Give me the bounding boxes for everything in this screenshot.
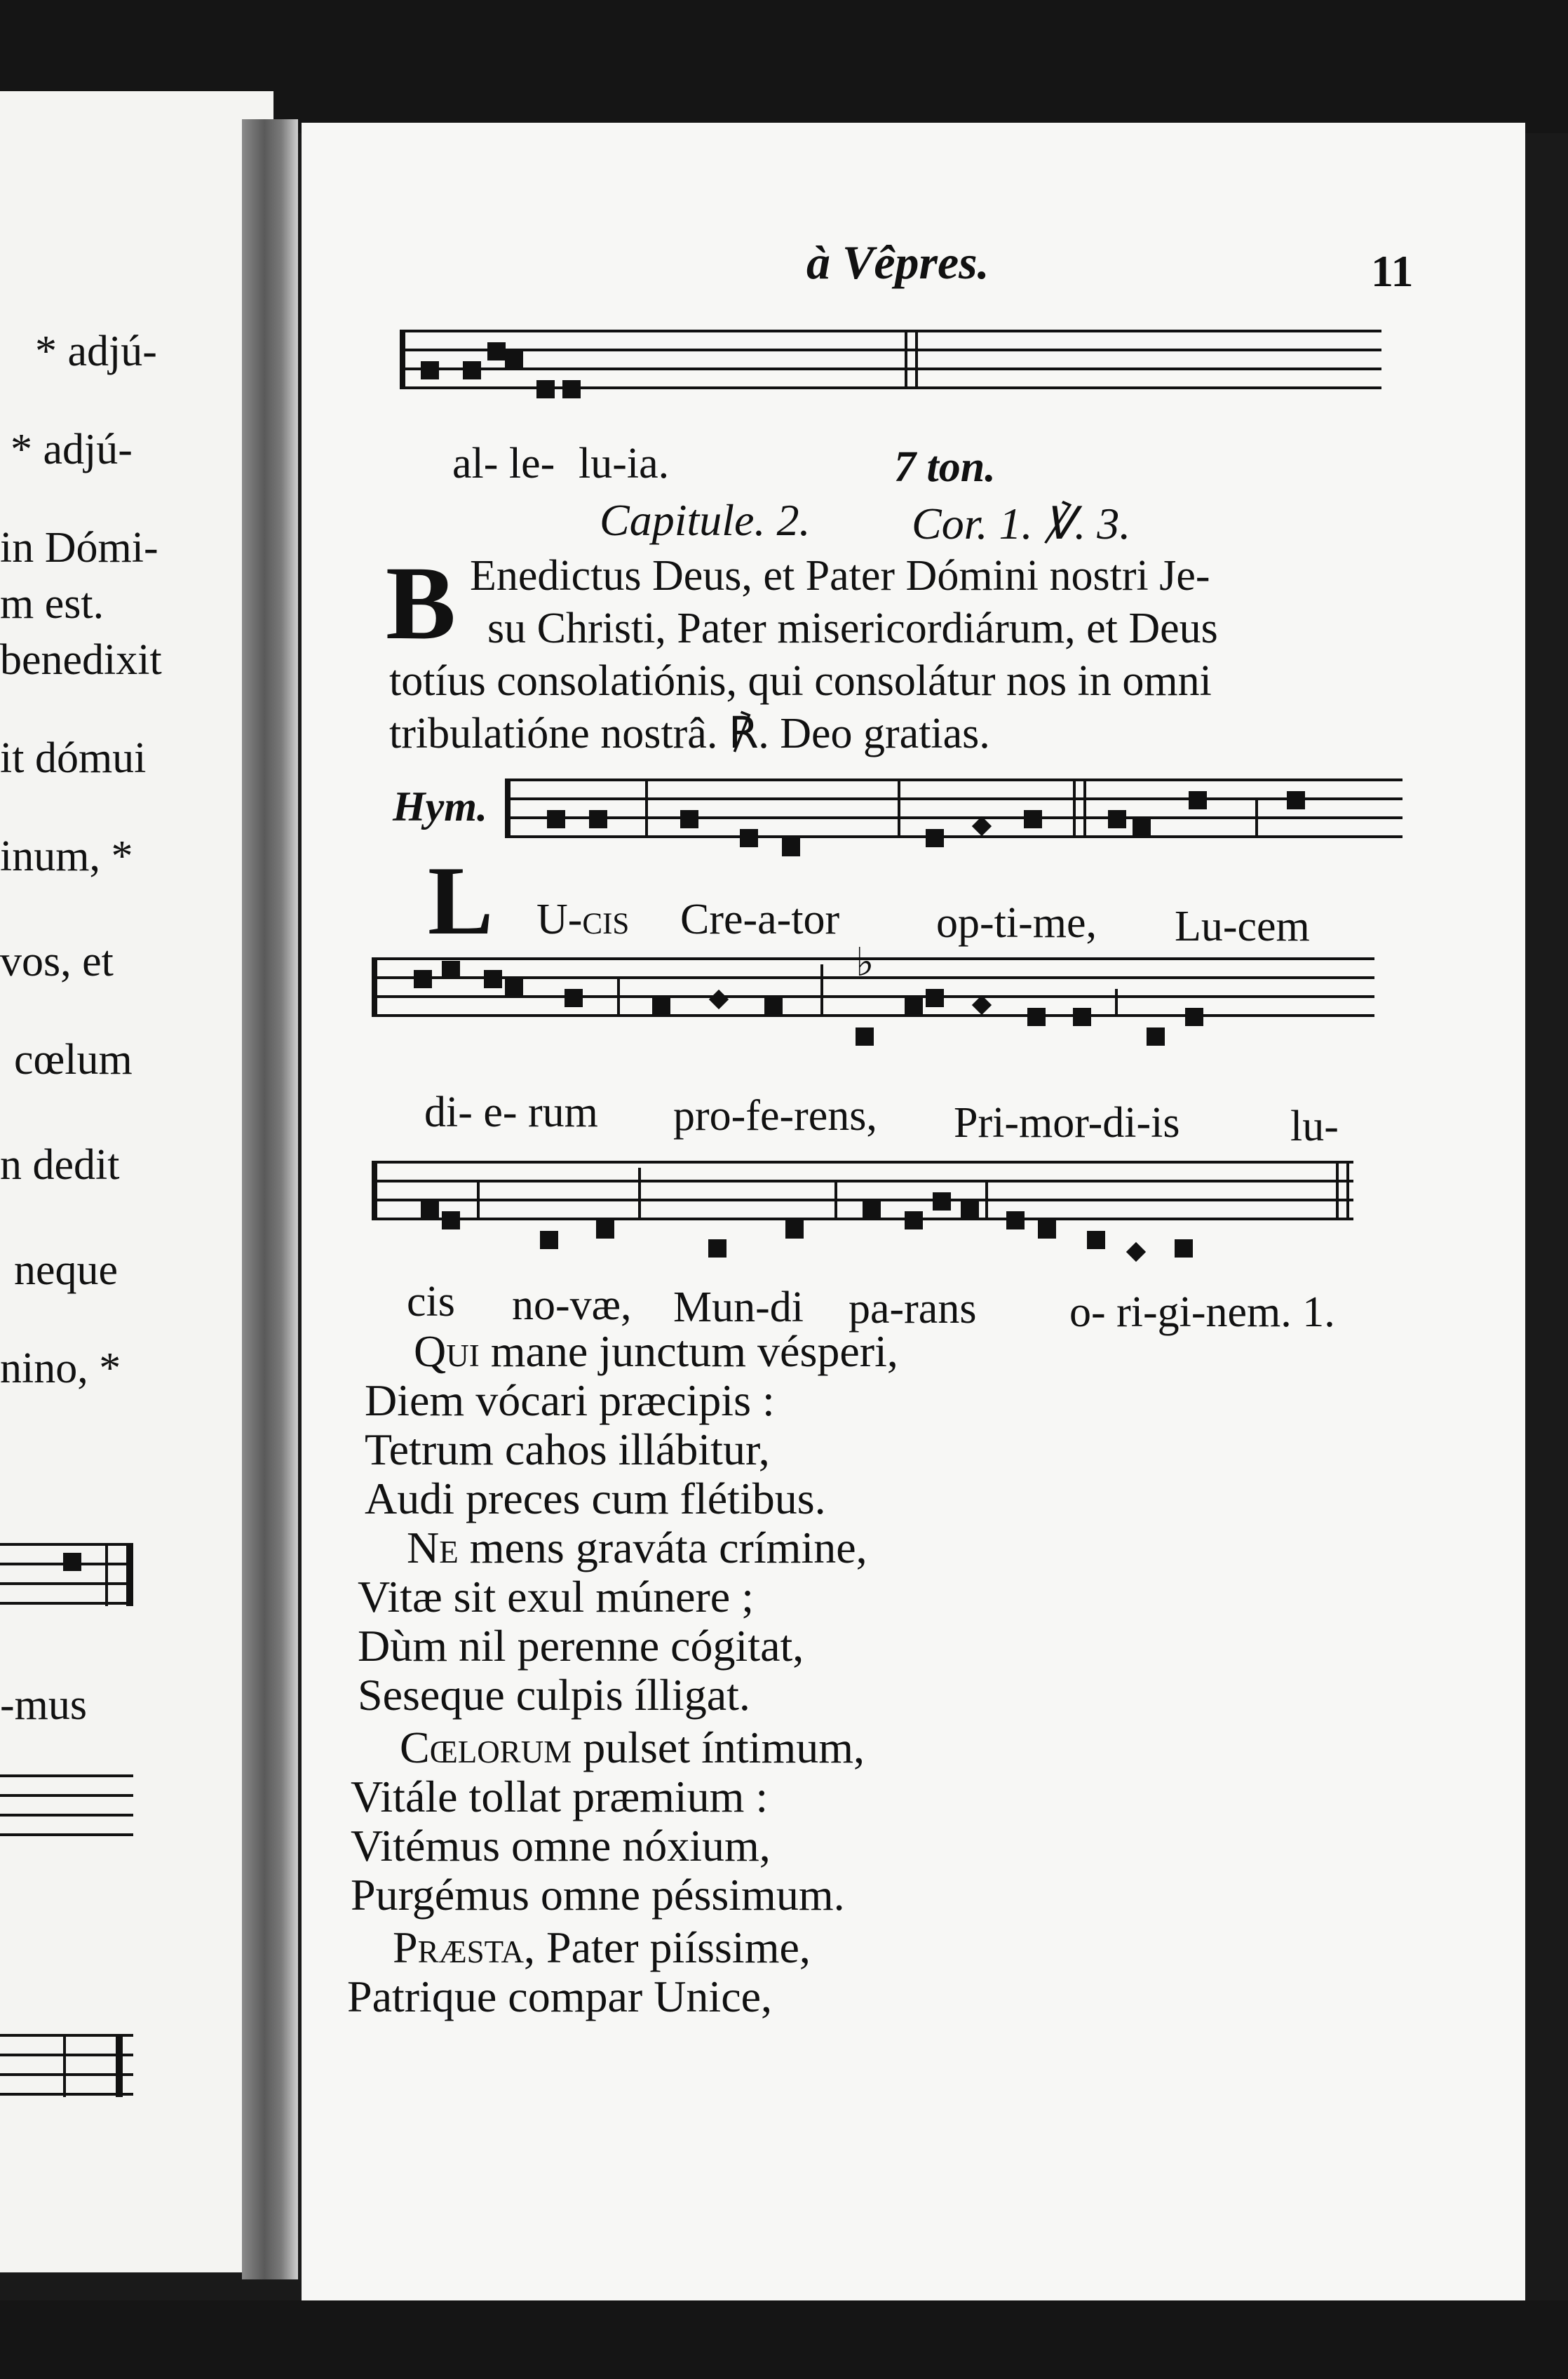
stanza-line: Pater piíssime, <box>546 1922 811 1972</box>
book-gutter <box>242 119 298 2279</box>
chant-syllable: cis <box>407 1278 455 1326</box>
hymn-line <box>407 1525 867 1570</box>
chant-syllable: Cre-a-tor <box>680 896 840 943</box>
neume <box>487 342 506 360</box>
chant-syllable: no-væ, <box>512 1281 632 1329</box>
neume <box>421 361 439 379</box>
left-line: * adjú- <box>11 426 133 473</box>
hymn-line <box>400 1725 865 1770</box>
hymn-line: Vitémus omne nóxium, <box>351 1821 771 1871</box>
hymn-line: Vitále tollat præmium : <box>351 1772 769 1821</box>
chant-syllable: pro-fe-rens, <box>673 1092 877 1140</box>
chant-syllable: pa-rans <box>849 1285 977 1333</box>
chant-tone: 7 ton. <box>894 443 996 491</box>
left-line: * adjú- <box>35 328 157 375</box>
page-number: 11 <box>1371 246 1414 296</box>
music-staff <box>372 1161 1353 1259</box>
reading-line: su Christi, Pater misericordiárum, et Deus <box>487 605 1218 652</box>
reading-line: Enedictus Deus, et Pater Dómini nostri Je- <box>470 552 1210 600</box>
hymn-line: Diem vócari præcipis : <box>365 1375 775 1425</box>
hymn-label: Hym. <box>393 783 487 830</box>
left-staff <box>0 2034 133 2111</box>
left-line: nino, * <box>0 1344 121 1392</box>
chant-syllable: Mun-di <box>673 1283 804 1331</box>
hymn-line: Seseque culpis ílligat. <box>358 1670 750 1720</box>
stanza-lead: Qui <box>414 1326 480 1376</box>
left-line: it dómui <box>0 734 147 782</box>
hymn-line: Patrique compar Unice, <box>347 1972 772 2021</box>
left-line: inum, * <box>0 833 133 880</box>
stanza-line: mane junctum vésperi, <box>490 1326 898 1376</box>
left-line: vos, et <box>0 938 114 985</box>
left-line: neque <box>14 1246 119 1294</box>
hymn-line <box>414 1326 898 1376</box>
left-line: n dedit <box>0 1141 120 1189</box>
running-header: à Vêpres. <box>806 236 989 289</box>
chant-syllable: Lu-cem <box>1175 903 1310 950</box>
capitule-reference: Cor. 1. ℣. 3. <box>912 499 1131 548</box>
left-staff <box>0 1774 133 1852</box>
left-line: m est. <box>0 580 104 628</box>
neume <box>562 380 581 398</box>
chant-syllable: lu- <box>1290 1103 1339 1150</box>
left-line: cœlum <box>14 1036 133 1084</box>
drop-cap: B <box>386 545 457 661</box>
chant-syllable: di- e- rum <box>424 1089 598 1136</box>
reading-line: totíus consolatiónis, qui consolátur nos in omni <box>389 657 1212 705</box>
chant-syllable: al- le- <box>452 440 555 487</box>
stanza-lead: Cœlorum <box>400 1723 572 1772</box>
hymn-line: Vitæ sit exul múnere ; <box>358 1572 754 1622</box>
music-staff <box>505 779 1403 856</box>
chant-syllable: Pri-mor-di-is <box>954 1099 1180 1147</box>
neume <box>536 380 555 398</box>
neume <box>463 361 481 379</box>
hymn-line: Tetrum cahos illábitur, <box>365 1424 770 1474</box>
hymn-line: Dùm nil perenne cógitat, <box>358 1621 804 1671</box>
music-staff: ♭ <box>372 957 1374 1042</box>
capitule-label: Capitule. 2. <box>600 495 811 545</box>
scan-border-bottom <box>0 2300 1568 2379</box>
stanza-line: pulset íntimum, <box>583 1723 865 1772</box>
right-page <box>302 123 1525 2300</box>
chant-syllable: op-ti-me, <box>936 899 1097 947</box>
hymn-line <box>393 1922 811 1972</box>
neume <box>505 349 523 368</box>
chant-syllable: U-cis <box>536 896 630 943</box>
music-staff <box>400 330 1381 407</box>
hymn-drop-cap: L <box>428 847 494 955</box>
left-line: -mus <box>0 1681 87 1729</box>
left-line: benedixit <box>0 636 162 684</box>
hymn-line: Audi preces cum flétibus. <box>365 1474 826 1523</box>
left-staff <box>0 1543 133 1620</box>
stanza-lead: Ne <box>407 1523 459 1572</box>
left-line: in Dómi- <box>0 524 158 572</box>
chant-syllable: o- ri-gi-nem. 1. <box>1069 1288 1335 1336</box>
stanza-lead: Præsta, <box>393 1922 536 1972</box>
chant-syllable: lu-ia. <box>579 440 670 487</box>
left-page <box>0 91 273 2272</box>
hymn-line: Purgémus omne péssimum. <box>351 1870 845 1920</box>
stanza-line: mens graváta crímine, <box>469 1523 867 1572</box>
reading-line: tribulatióne nostrâ. ℟. Deo gratias. <box>389 710 990 757</box>
